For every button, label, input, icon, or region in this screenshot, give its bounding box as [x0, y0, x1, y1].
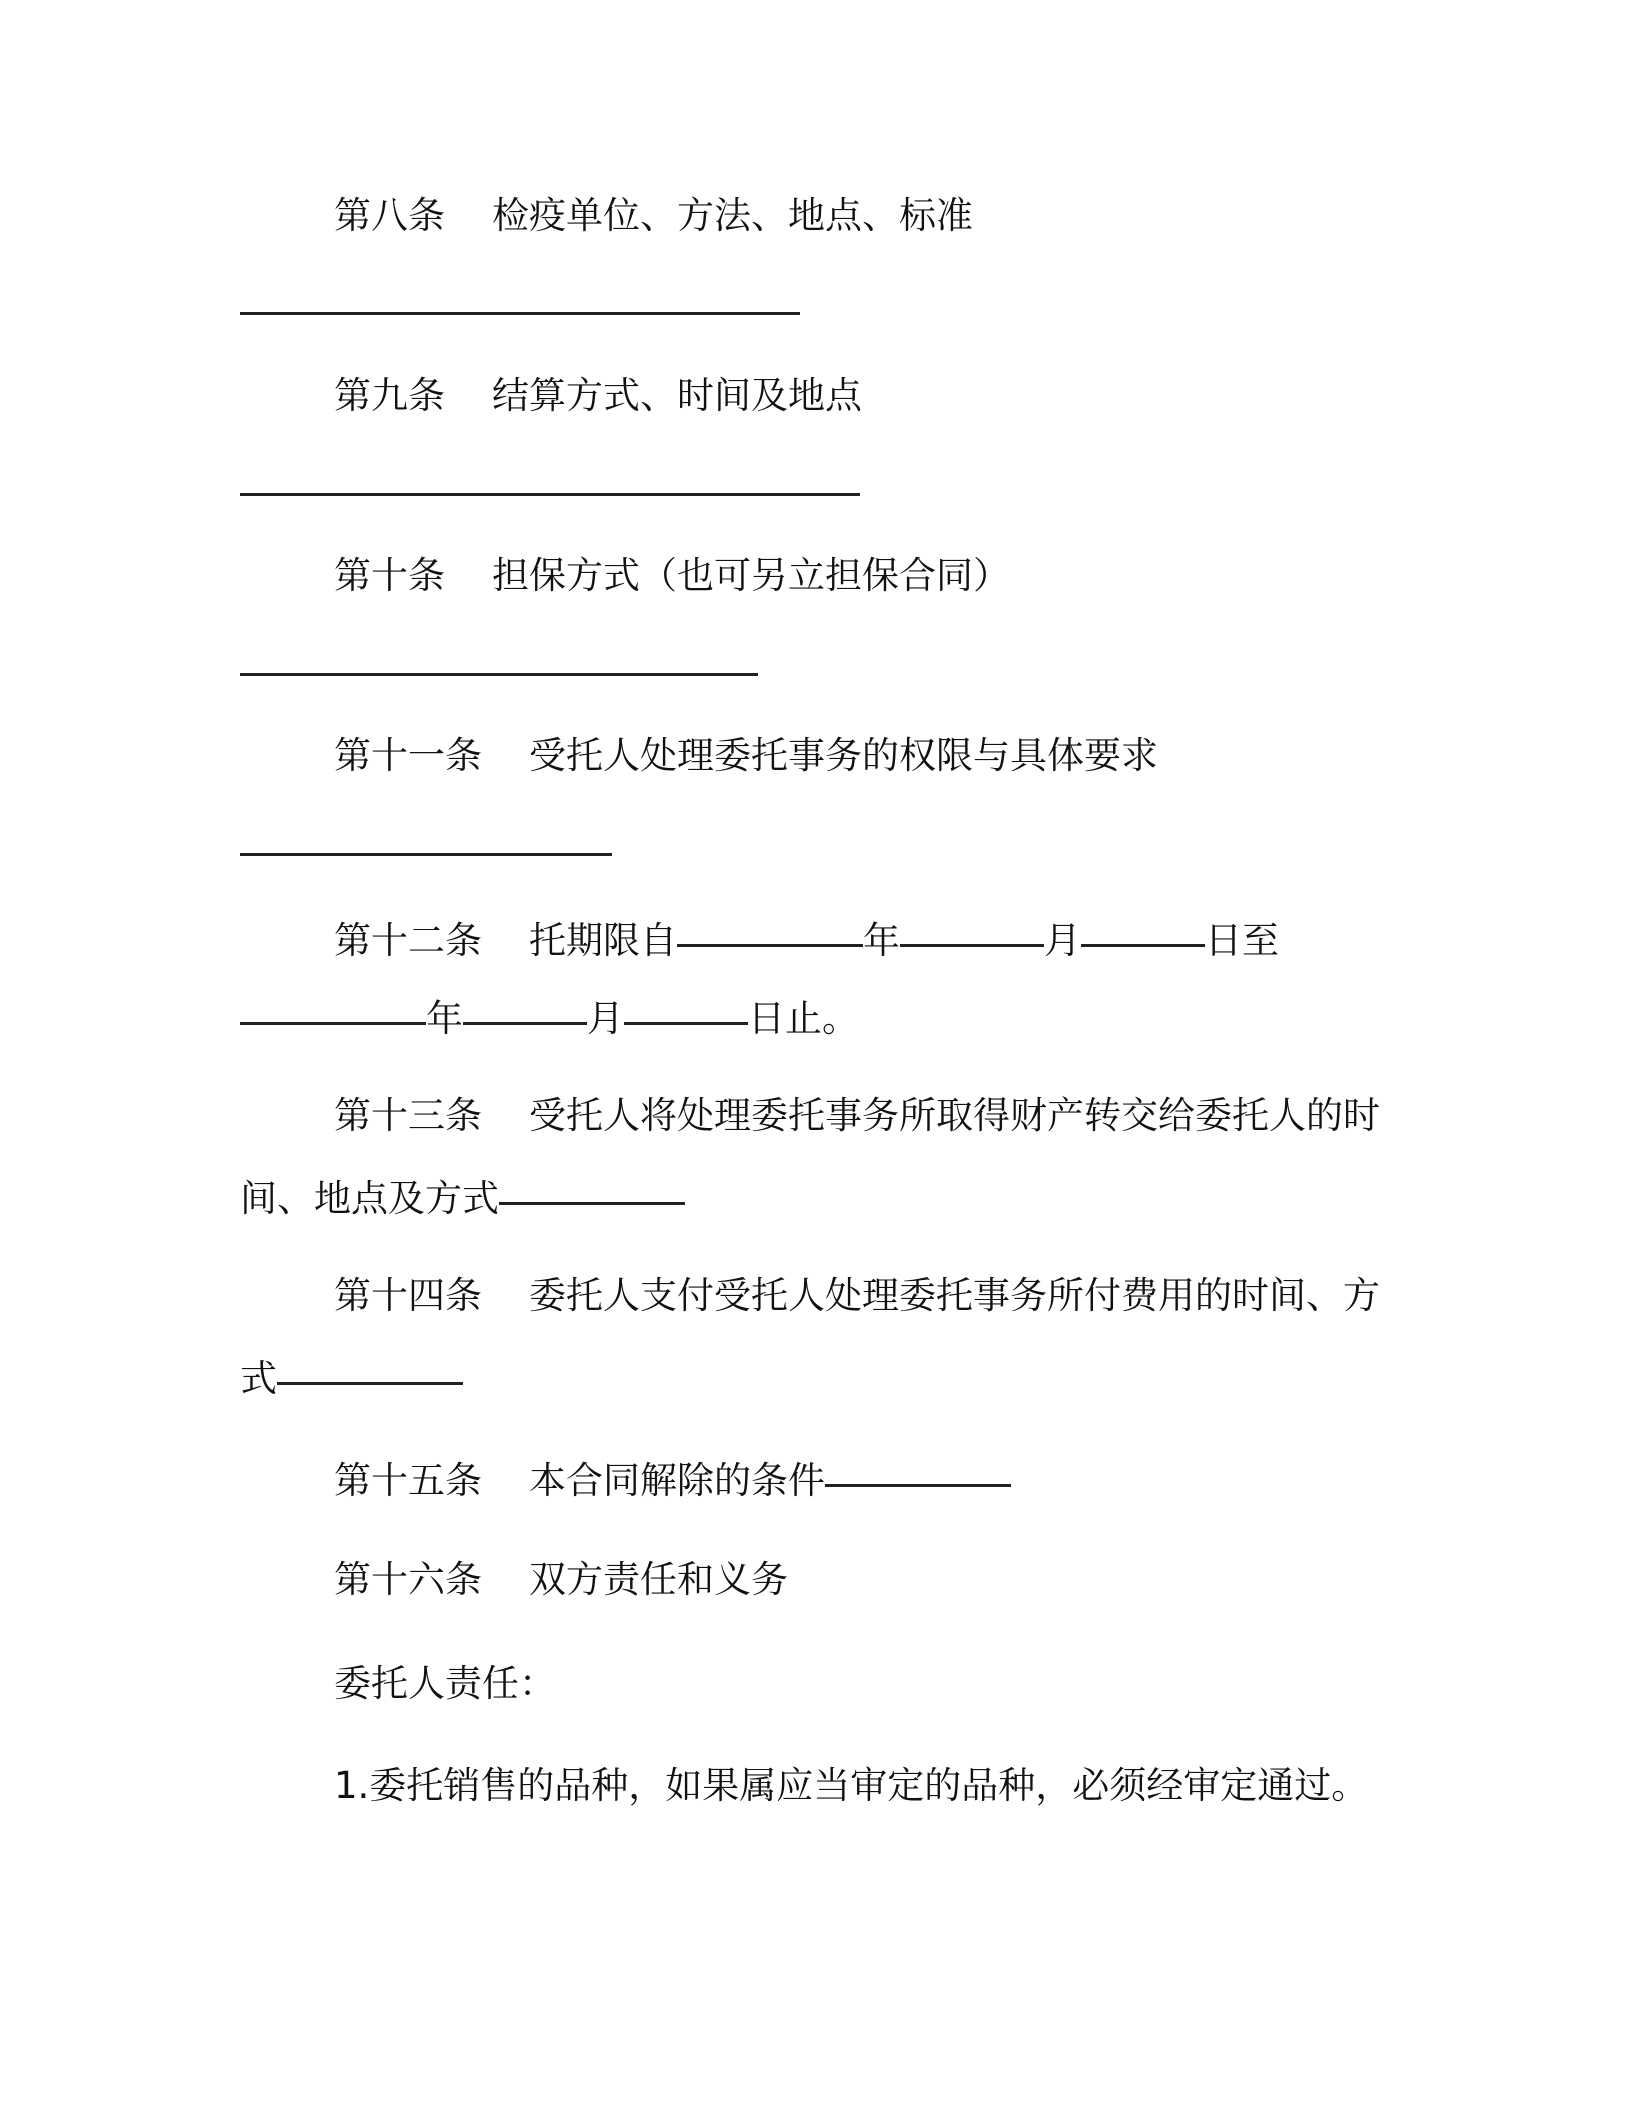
- clause-10-number: 第十条: [334, 554, 445, 597]
- start-month-blank[interactable]: [900, 906, 1044, 947]
- clause-15-number: 第十五条: [334, 1459, 482, 1502]
- clause-10: [334, 552, 1494, 600]
- clause-13-line-1: [334, 1092, 1494, 1140]
- clause-9-number: 第九条: [334, 374, 445, 417]
- clause-11-number: 第十一条: [334, 734, 482, 777]
- client-duty-heading: 委托人责任：: [334, 1662, 556, 1705]
- clause-15-title: 本合同解除的条件: [529, 1459, 826, 1502]
- clause-8-number: 第八条: [334, 194, 445, 237]
- clause-14-blank[interactable]: [277, 1344, 463, 1385]
- clause-12-line-2: [240, 990, 1400, 1043]
- start-year-blank[interactable]: [677, 906, 863, 947]
- clause-16: [334, 1556, 1494, 1604]
- clause-8: [334, 192, 1494, 240]
- clause-9: [334, 372, 1494, 420]
- clause-15-blank[interactable]: [825, 1446, 1011, 1487]
- end-label: 日止。: [748, 997, 859, 1040]
- day-to-label: 日至: [1205, 919, 1280, 962]
- clause-10-fill-line[interactable]: [240, 673, 758, 676]
- clause-11: [334, 732, 1494, 780]
- end-month-label: 月: [587, 997, 624, 1040]
- end-year-label: 年: [426, 997, 463, 1040]
- clause-14-text-2: 式: [240, 1357, 277, 1400]
- clause-9-title: 结算方式、时间及地点: [492, 374, 863, 417]
- clause-14-number: 第十四条: [334, 1274, 482, 1317]
- end-year-blank[interactable]: [240, 984, 426, 1025]
- clause-13-text-2: 间、地点及方式: [240, 1177, 499, 1220]
- clause-16-title: 双方责任和义务: [529, 1558, 789, 1601]
- duty-item-1: 1.委托销售的品种，如果属应当审定的品种，必须经审定通过。: [334, 1764, 1369, 1807]
- clause-13-text-1: 受托人将处理委托事务所取得财产转交给委托人的时: [529, 1094, 1381, 1137]
- clause-8-fill-line[interactable]: [240, 312, 800, 315]
- year-label: 年: [863, 919, 901, 962]
- clause-10-title: 担保方式（也可另立担保合同）: [492, 554, 1011, 597]
- clause-14-line-2: [240, 1350, 1400, 1403]
- start-day-blank[interactable]: [1081, 906, 1205, 947]
- clause-11-fill-line[interactable]: [240, 853, 612, 856]
- clause-13-line-2: [240, 1170, 1400, 1223]
- end-month-blank[interactable]: [463, 984, 587, 1025]
- month-label: 月: [1044, 919, 1082, 962]
- clause-14-text-1: 委托人支付受托人处理委托事务所付费用的时间、方: [529, 1274, 1381, 1317]
- end-day-blank[interactable]: [624, 984, 748, 1025]
- clause-11-title: 受托人处理委托事务的权限与具体要求: [529, 734, 1159, 777]
- clause-16-number: 第十六条: [334, 1558, 482, 1601]
- clause-9-fill-line[interactable]: [240, 493, 860, 496]
- clause-13-number: 第十三条: [334, 1094, 482, 1137]
- clause-14-line-1: [334, 1272, 1494, 1320]
- clause-12-text-from: 托期限自: [529, 919, 678, 962]
- clause-13-blank[interactable]: [499, 1164, 685, 1205]
- clause-15: [334, 1452, 1494, 1505]
- clause-12-number: 第十二条: [334, 919, 482, 962]
- clause-12-line-1: [334, 912, 1494, 965]
- clause-8-title: 检疫单位、方法、地点、标准: [492, 194, 974, 237]
